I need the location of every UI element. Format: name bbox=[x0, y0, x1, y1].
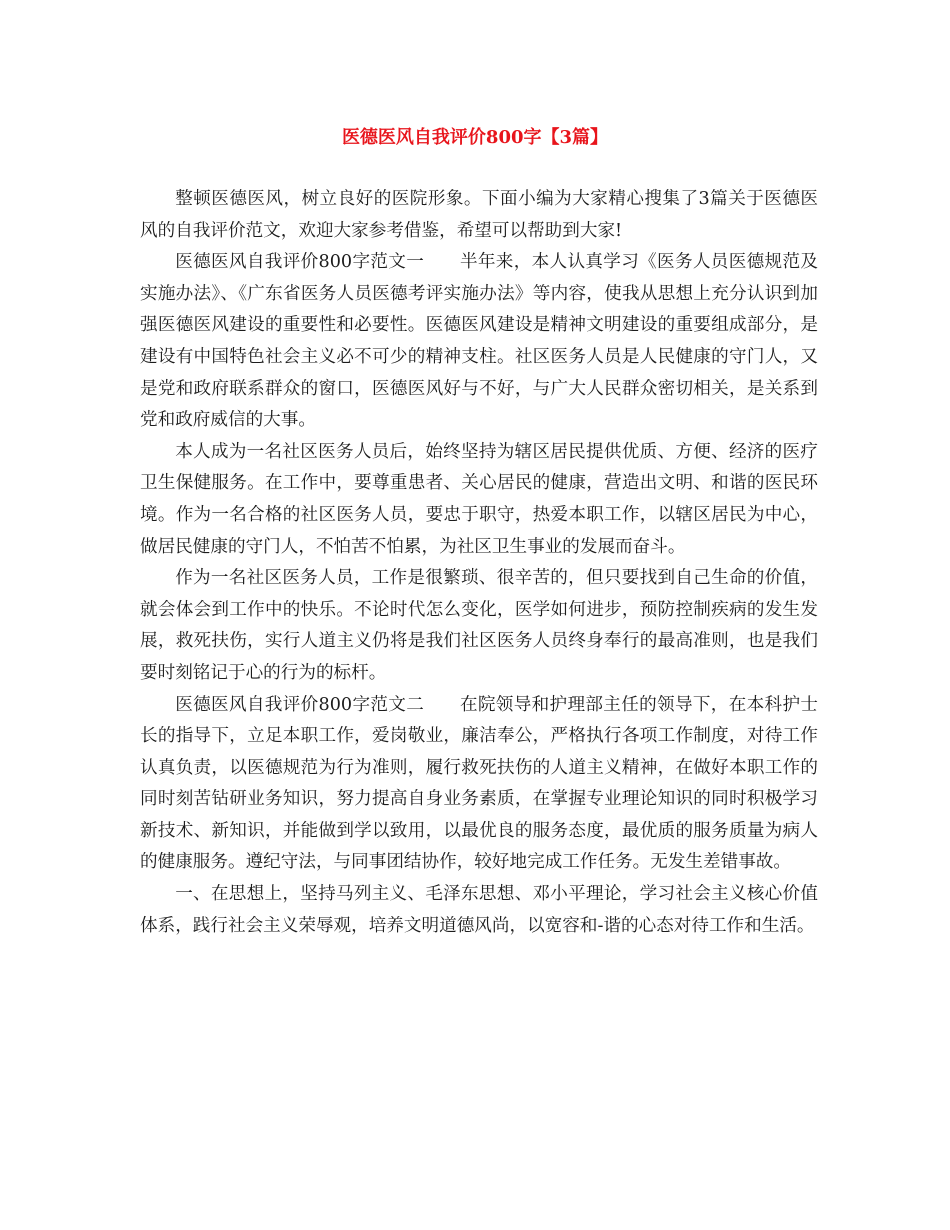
paragraph-service: 本人成为一名社区医务人员后，始终坚持为辖区居民提供优质、方便、经济的医疗卫生保健服务。在工作中，要尊重患者、关心居民的健康，营造出文明、和谐的医民环境。作为一名合格的社区医务人员，要忠于职守，热爱本职工作，以辖区居民为中心，做居民健康的守门人，不怕苦不怕累，为社区卫生事业的发展而奋斗。 bbox=[140, 441, 818, 557]
paragraph-essay-two: 医德医风自我评价800字范文二 在院领导和护理部主任的领导下，在本科护士长的指导下，立足本职工作，爱岗敬业，廉洁奉公，严格执行各项工作制度，对待工作认真负责，以医德规范为行为准则，履行救死扶伤的人道主义精神，在做好本职工作的同时刻苦钻研业务知识，努力提高自身业务素质，在掌握专业理论知识的同时积极学习新技术、新知识，并能做到学以致用，以最优良的服务态度，最优质的服务质量为病人的健康服务。遵纪守法，与同事团结协作，较好地完成工作任务。无发生差错事故。 bbox=[140, 694, 818, 873]
paragraph-essay-one: 医德医风自我评价800字范文一 半年来，本人认真学习《医务人员医德规范及实施办法》、《广东省医务人员医德考评实施办法》等内容，使我从思想上充分认识到加强医德医风建设的重要性和必要性。医德医风建设是精神文明建设的重要组成部分，是建设有中国特色社会主义必不可少的精神支柱。社区医务人员是人民健康的守门人，又是党和政府联系群众的窗口，医德医风好与不好，与广大人民群众密切相关，是关系到党和政府威信的大事。 bbox=[140, 252, 818, 431]
document-title: 医德医风自我评价800字【3篇】 bbox=[341, 127, 609, 148]
document-body bbox=[140, 184, 818, 942]
paragraph-intro: 整顿医德医风，树立良好的医院形象。下面小编为大家精心搜集了3篇关于医德医风的自我评价范文，欢迎大家参考借鉴，希望可以帮助到大家! bbox=[140, 189, 818, 241]
paragraph-ideology: 一、在思想上，坚持马列主义、毛泽东思想、邓小平理论，学习社会主义核心价值体系，践行社会主义荣辱观，培养文明道德风尚，以宽容和-谐的心态对待工作和生活。 bbox=[140, 884, 818, 936]
paragraph-value: 作为一名社区医务人员，工作是很繁琐、很辛苦的，但只要找到自己生命的价值，就会体会到工作中的快乐。不论时代怎么变化，医学如何进步，预防控制疾病的发生发展，救死扶伤，实行人道主义仍将是我们社区医务人员终身奉行的最高准则，也是我们要时刻铭记于心的行为的标杆。 bbox=[140, 568, 818, 683]
